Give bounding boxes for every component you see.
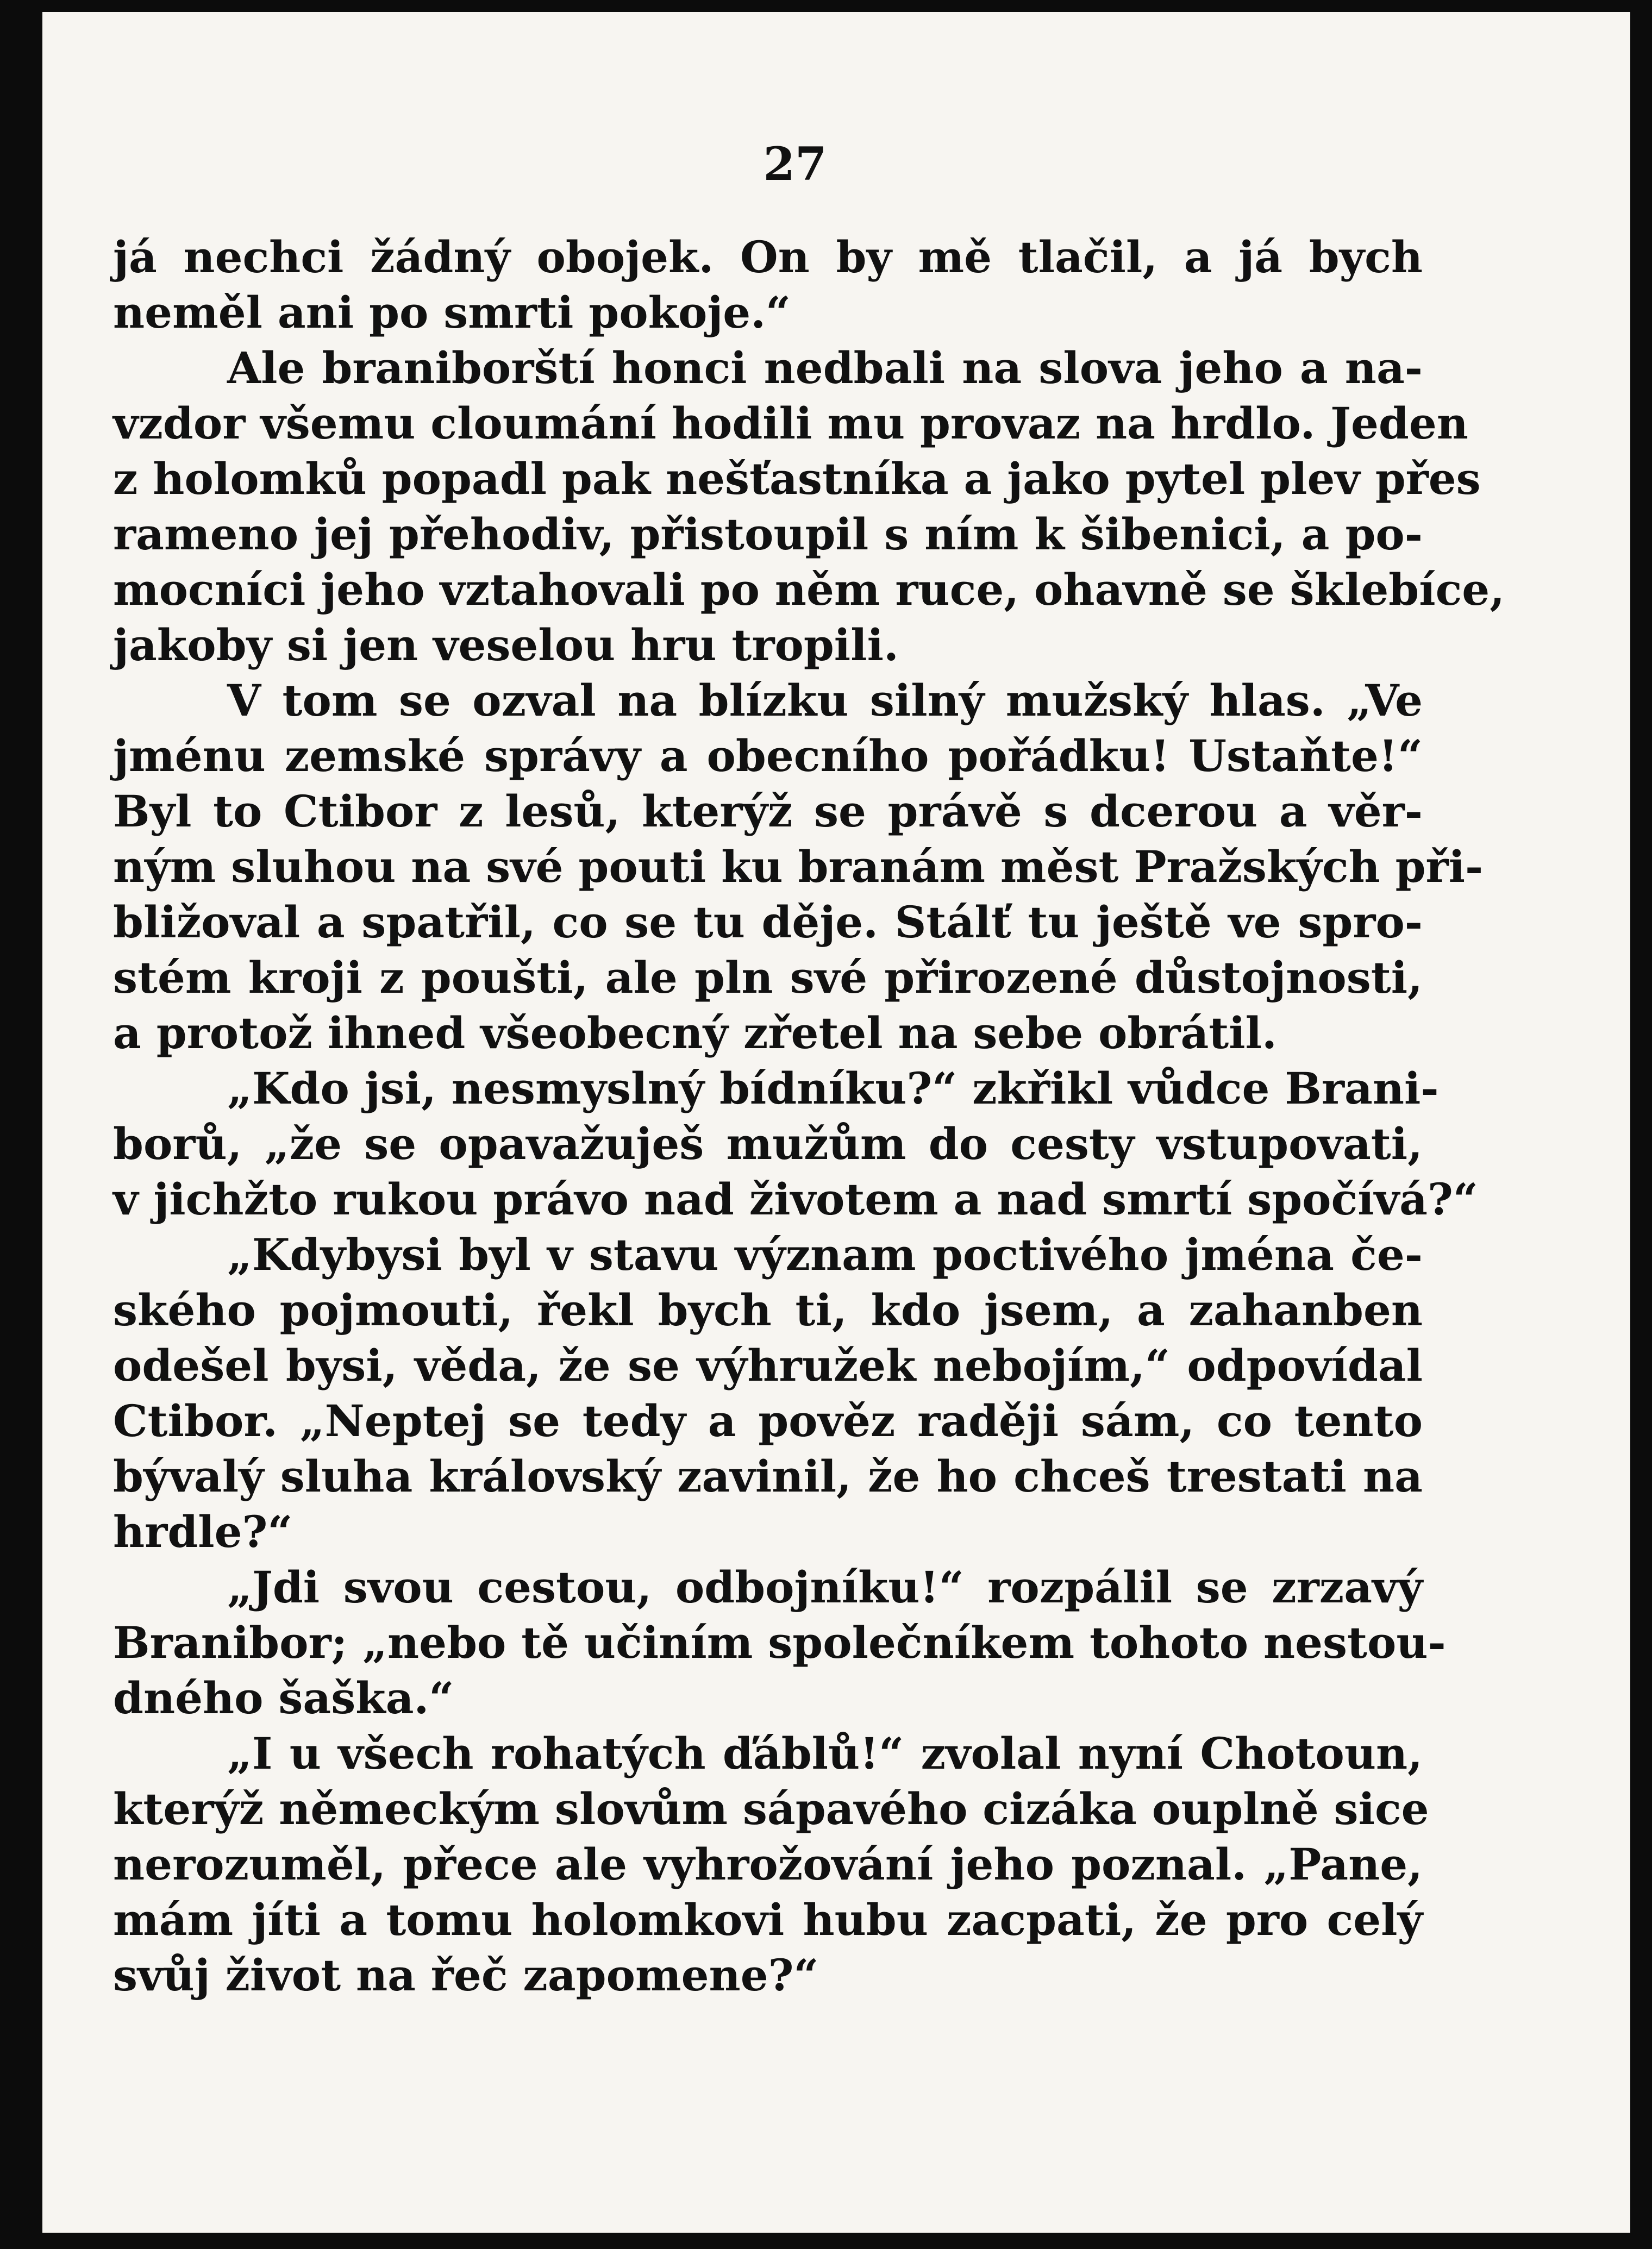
text-line: neměl ani po smrti pokoje.“ xyxy=(113,287,791,338)
text-line: Ctibor. „Neptej se tedy a pověz raději sám, co tento xyxy=(113,1395,1423,1446)
text-line: jakoby si jen veselou hru tropili. xyxy=(113,619,899,671)
scan-border-right xyxy=(1630,0,1652,2249)
text-line: Branibor; „nebo tě učiním společníkem tohoto nestou- xyxy=(113,1617,1446,1668)
text-line: kterýž německým slovům sápavého cizáka ouplně sice xyxy=(113,1783,1429,1834)
scan-border-left xyxy=(0,0,42,2249)
text-line: jménu zemské správy a obecního pořádku! Ustaňte!“ xyxy=(113,730,1423,781)
text-line: svůj život na řeč zapomene?“ xyxy=(113,1950,819,2001)
text-line: a protož ihned všeobecný zřetel na sebe obrátil. xyxy=(113,1007,1277,1058)
text-line: rameno jej přehodiv, přistoupil s ním k šibenici, a po- xyxy=(113,509,1423,560)
text-line: dného šaška.“ xyxy=(113,1672,454,1724)
text-line: z holomků popadl pak nešťastníka a jako pytel plev přes xyxy=(113,453,1481,504)
text-line: „Kdybysi byl v stavu význam poctivého jména če- xyxy=(227,1229,1423,1280)
text-line: bližoval a spatřil, co se tu děje. Stálť tu ještě ve spro- xyxy=(113,897,1423,948)
text-line: stém kroji z poušti, ale pln své přirozené důstojnosti, xyxy=(113,952,1423,1003)
text-line: já nechci žádný obojek. On by mě tlačil, a já bych xyxy=(113,231,1423,283)
book-page xyxy=(42,12,1630,2233)
text-line: „Jdi svou cestou, odbojníku!“ rozpálil se zrzavý xyxy=(227,1562,1423,1613)
text-line: vzdor všemu cloumání hodili mu provaz na hrdlo. Jeden xyxy=(113,398,1468,449)
text-line: bývalý sluha královský zavinil, že ho chceš trestati na xyxy=(113,1451,1423,1502)
page-text xyxy=(113,229,1505,2003)
text-line: „I u všech rohatých ďáblů!“ zvolal nyní Chotoun, xyxy=(227,1728,1423,1779)
text-line: odešel bysi, věda, že se výhružek nebojím,“ odpovídal xyxy=(113,1340,1423,1391)
text-line: V tom se ozval na blízku silný mužský hlas. „Ve xyxy=(227,675,1423,726)
scan-border-top xyxy=(0,0,1652,12)
text-line: „Kdo jsi, nesmyslný bídníku?“ zkřikl vůdce Brani- xyxy=(227,1063,1439,1114)
text-line: hrdle?“ xyxy=(113,1506,293,1557)
scan-border-bottom xyxy=(0,2233,1652,2249)
text-line: borů, „že se opavažuješ mužům do cesty vstupovati, xyxy=(113,1118,1423,1169)
page-number: 27 xyxy=(763,137,827,191)
text-line: ným sluhou na své pouti ku branám měst Pražských při- xyxy=(113,841,1484,892)
text-line: v jichžto rukou právo nad životem a nad smrtí spočívá?“ xyxy=(113,1174,1478,1225)
text-line: nerozuměl, přece ale vyhrožování jeho poznal. „Pane, xyxy=(113,1839,1423,1890)
text-line: ského pojmouti, řekl bych ti, kdo jsem, a zahanben xyxy=(113,1285,1423,1336)
text-line: mocníci jeho vztahovali po něm ruce, ohavně se šklebíce, xyxy=(113,564,1505,615)
text-line: mám jíti a tomu holomkovi hubu zacpati, že pro celý xyxy=(113,1894,1423,1945)
text-line: Byl to Ctibor z lesů, kterýž se právě s dcerou a věr- xyxy=(113,786,1423,837)
text-line: Ale braniborští honci nedbali na slova jeho a na- xyxy=(227,342,1423,393)
